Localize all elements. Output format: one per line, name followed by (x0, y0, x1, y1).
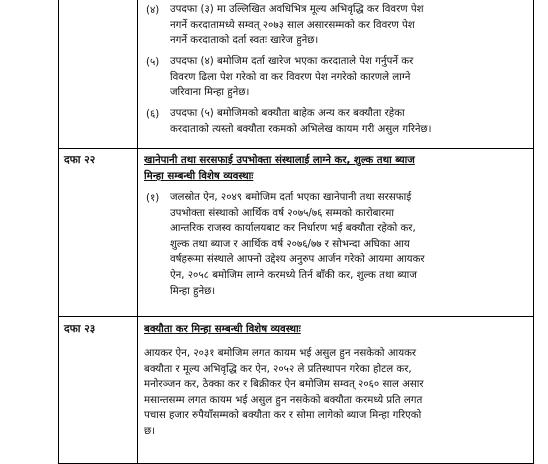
section-23-body (144, 346, 528, 440)
section-prev-item-5 (170, 54, 526, 101)
section-prev-item-4 (170, 2, 526, 49)
section-prev-item-6 (170, 106, 526, 137)
text-line: उपभोक्ता संस्थाको आर्थिक वर्ष २०७५/७६ सम्मको कारोबारमा (170, 207, 395, 219)
text-line: उपदफा (४) बमोजिम दर्ता खारेज भएका करदाताले पेश गर्नुपर्ने कर (170, 56, 414, 67)
heading-line: खानेपानी तथा सरसफाई उपभोक्ता संस्थालाई लाग्ने कर, शुल्क तथा ब्याज (144, 155, 415, 166)
section-22-item-1 (170, 190, 526, 299)
text-line: मनोरञ्जन कर, ठेक्का कर र बिक्रीकर ऐन बमोजिम सम्वत् २०६० साल असार (144, 379, 424, 391)
text-line: उपदफा (३) मा उल्लिखित अवधिभित्र मूल्य अभिवृद्धि कर विवरण पेश (170, 4, 424, 15)
text-line: मिन्हा हुनेछ। (170, 285, 216, 297)
text-line: विवरण ढिला पेश गरेको वा कर विवरण पेश नगरेको कारणले लाग्ने (170, 71, 411, 83)
text-line: पचास हजार रुपैयाँसम्मको बक्यौता कर र सोमा लागेको ब्याज मिन्हा गरिएको (144, 410, 422, 422)
text-line: नगर्ने करदाताको दर्ता स्वतः खारेज हुनेछ। (170, 35, 319, 47)
item-number: (४) (146, 5, 160, 16)
item-number: (५) (146, 57, 160, 68)
text-line: ऐन, २०५८ बमोजिम लाग्ने करमध्ये तिर्न बाँकी कर, शुल्क तथा ब्याज (170, 269, 417, 281)
text-line: जरिवाना मिन्हा हुनेछ। (170, 87, 250, 99)
section-22-heading (144, 153, 528, 184)
heading-line: मिन्हा सम्बन्धी विशेष व्यवस्थाः (144, 170, 254, 182)
section-23-label: दफा २३ (64, 323, 96, 335)
text-line: बक्यौता र मूल्य अभिवृद्धि कर ऐन, २०५२ ले प्रतिस्थापन गरेका होटल कर, (144, 363, 412, 375)
section-23-label-cell (58, 317, 138, 464)
text-line: नगर्ने करदातामध्ये सम्वत् २०७३ साल असारसम्मको कर विवरण पेश (170, 19, 415, 31)
text-line: उपदफा (५) बमोजिमको बक्यौता बाहेक अन्य कर बक्यौता रहेका (170, 108, 405, 119)
text-line: छ। (144, 425, 156, 437)
text-line: जलस्रोत ऐन, २०४९ बमोजिम दर्ता भएका खानेपानी तथा सरसफाई (170, 192, 412, 203)
text-line: आन्तरिक राजस्व कार्यालयबाट कर निर्धारण भई बक्यौता रहेको कर, (170, 223, 416, 235)
text-line: वर्षहरूमा संस्थाले आफ्नो उद्देश्य अनुरुप आर्जन गरेको आयमा आयकर (170, 254, 425, 266)
text-line: करदाताको त्यस्तो बक्यौता रकमको अभिलेख कायम गरी असुल गरिनेछ। (170, 123, 432, 135)
section-22-label: दफा २२ (64, 154, 96, 166)
item-number: (६) (146, 109, 160, 120)
item-number: (१) (146, 193, 160, 204)
text-line: शुल्क तथा ब्याज र आर्थिक वर्ष २०७६/७७ र सोभन्दा अघिका आय (170, 238, 410, 250)
text-line: आयकर ऐन, २०३१ बमोजिम लगत कायम भई असुल हुन नसकेको आयकर (144, 348, 417, 359)
heading-line: बक्यौता कर मिन्हा सम्बन्धी विशेष व्यवस्थाः (144, 324, 301, 335)
section-prev-label-cell (58, 0, 138, 149)
section-23-heading (144, 322, 528, 338)
section-22-label-cell (58, 149, 138, 317)
text-line: मसान्तसम्म लगत कायम भई असुल हुन नसकेको बक्यौता करमध्ये प्रति लगत (144, 394, 423, 406)
